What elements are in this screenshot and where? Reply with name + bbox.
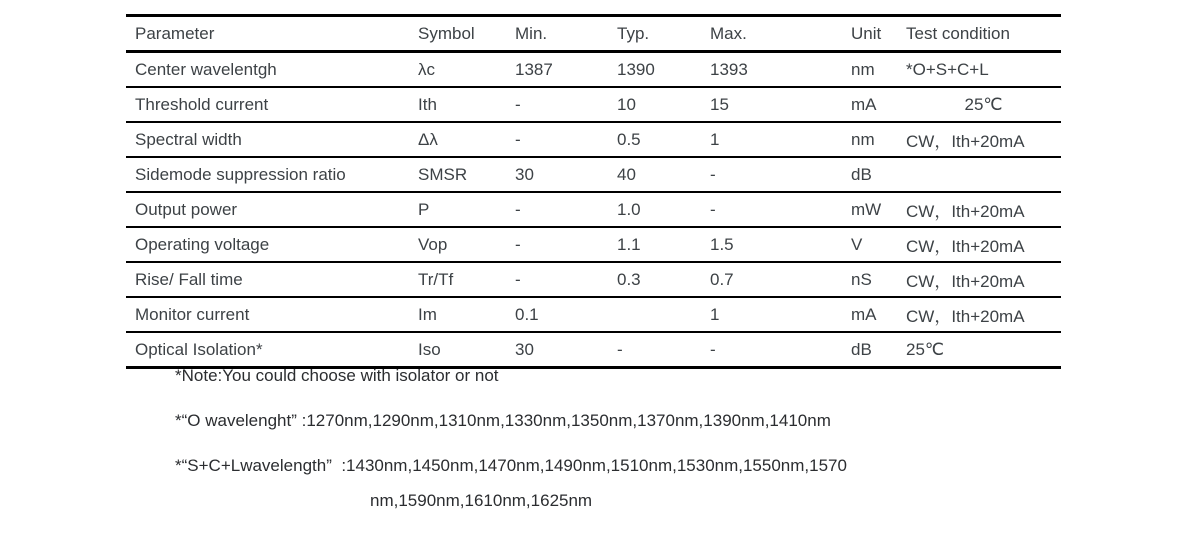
column-header-unit: Unit xyxy=(851,23,882,43)
cell-min: - xyxy=(515,269,521,289)
table-row xyxy=(126,332,1061,368)
cell-min: 1387 xyxy=(515,59,553,79)
cell-symbol: Iso xyxy=(418,339,441,359)
cell-typ: - xyxy=(617,339,623,359)
cell-min: - xyxy=(515,199,521,219)
cell-unit: mW xyxy=(851,199,882,219)
cell-unit: nm xyxy=(851,129,875,149)
cell-parameter: Operating voltage xyxy=(135,234,270,254)
column-header-min: Min. xyxy=(515,23,548,43)
cell-typ: 0.3 xyxy=(617,269,641,289)
table-row xyxy=(126,87,1061,122)
cell-symbol: λc xyxy=(418,59,435,79)
cell-parameter: Optical Isolation* xyxy=(135,339,263,359)
cell-symbol: SMSR xyxy=(418,164,468,184)
cell-parameter: Output power xyxy=(135,199,238,219)
cell-typ: 40 xyxy=(617,164,636,184)
column-header-symbol: Symbol xyxy=(418,23,475,43)
cell-test xyxy=(906,157,1061,192)
cell-typ: 1.0 xyxy=(617,199,641,219)
cell-parameter: Threshold current xyxy=(135,94,269,114)
cell-test: CW，Ith+20mA xyxy=(906,202,1025,221)
column-header-typ: Typ. xyxy=(617,23,650,43)
cell-unit: V xyxy=(851,234,863,254)
cell-parameter: Center wavelentgh xyxy=(135,59,277,79)
note-scl-wavelength-line2: nm,1590nm,1610nm,1625nm xyxy=(370,491,593,510)
cell-max: - xyxy=(710,199,716,219)
cell-max: - xyxy=(710,164,716,184)
cell-symbol: P xyxy=(418,199,430,219)
cell-max: - xyxy=(710,339,716,359)
table-row xyxy=(126,262,1061,297)
cell-max: 15 xyxy=(710,94,729,114)
spec-table xyxy=(126,14,1061,369)
cell-test: CW，Ith+20mA xyxy=(906,132,1025,151)
note-o-wavelength: *“O wavelenght” :1270nm,1290nm,1310nm,1330nm,1350nm,1370nm,1390nm,1410nm xyxy=(175,411,831,430)
table-row xyxy=(126,227,1061,262)
cell-unit: mA xyxy=(851,94,877,114)
cell-test: CW，Ith+20mA xyxy=(906,272,1025,291)
cell-unit: nS xyxy=(851,269,872,289)
cell-min: - xyxy=(515,234,521,254)
cell-min: - xyxy=(515,94,521,114)
cell-test: CW，Ith+20mA xyxy=(906,307,1025,326)
cell-symbol: Δλ xyxy=(418,129,438,149)
cell-typ: 10 xyxy=(617,94,636,114)
spec-table-header xyxy=(126,16,1061,52)
column-header-parameter: Parameter xyxy=(135,23,215,43)
cell-max: 1393 xyxy=(710,59,748,79)
cell-unit: dB xyxy=(851,164,872,184)
cell-min: 0.1 xyxy=(515,304,539,324)
cell-typ: 0.5 xyxy=(617,129,641,149)
cell-min: 30 xyxy=(515,339,534,359)
cell-unit: nm xyxy=(851,59,875,79)
cell-unit: mA xyxy=(851,304,877,324)
cell-symbol: Vop xyxy=(418,234,448,254)
table-row xyxy=(126,52,1061,88)
cell-parameter: Rise/ Fall time xyxy=(135,269,243,289)
cell-test: 25℃ xyxy=(964,94,1003,114)
cell-max: 0.7 xyxy=(710,269,734,289)
table-row xyxy=(126,192,1061,227)
cell-typ: 1.1 xyxy=(617,234,641,254)
cell-parameter: Sidemode suppression ratio xyxy=(135,164,346,184)
table-row xyxy=(126,297,1061,332)
note-scl-wavelength-line1: *“S+C+Lwavelength” :1430nm,1450nm,1470nm,1490nm,1510nm,1530nm,1550nm,1570 xyxy=(175,456,847,475)
cell-max: 1.5 xyxy=(710,234,734,254)
column-header-max: Max. xyxy=(710,23,747,43)
cell-symbol: Im xyxy=(418,304,437,324)
cell-test: CW，Ith+20mA xyxy=(906,237,1025,256)
cell-typ xyxy=(617,297,710,332)
note-isolator: *Note:You could choose with isolator or not xyxy=(175,366,499,385)
cell-max: 1 xyxy=(710,129,720,149)
cell-symbol: Tr/Tf xyxy=(418,269,454,289)
cell-test: *O+S+C+L xyxy=(906,59,989,79)
table-row xyxy=(126,157,1061,192)
cell-parameter: Spectral width xyxy=(135,129,242,149)
cell-max: 1 xyxy=(710,304,720,324)
table-row xyxy=(126,122,1061,157)
header-row xyxy=(126,16,1061,52)
cell-symbol: Ith xyxy=(418,94,437,114)
spec-table-wrap xyxy=(126,14,1061,369)
cell-test: 25℃ xyxy=(906,339,945,359)
cell-parameter: Monitor current xyxy=(135,304,250,324)
cell-unit: dB xyxy=(851,339,872,359)
spec-table-body xyxy=(126,52,1061,368)
cell-typ: 1390 xyxy=(617,59,655,79)
column-header-test-condition: Test condition xyxy=(906,23,1010,43)
cell-min: - xyxy=(515,129,521,149)
cell-min: 30 xyxy=(515,164,534,184)
